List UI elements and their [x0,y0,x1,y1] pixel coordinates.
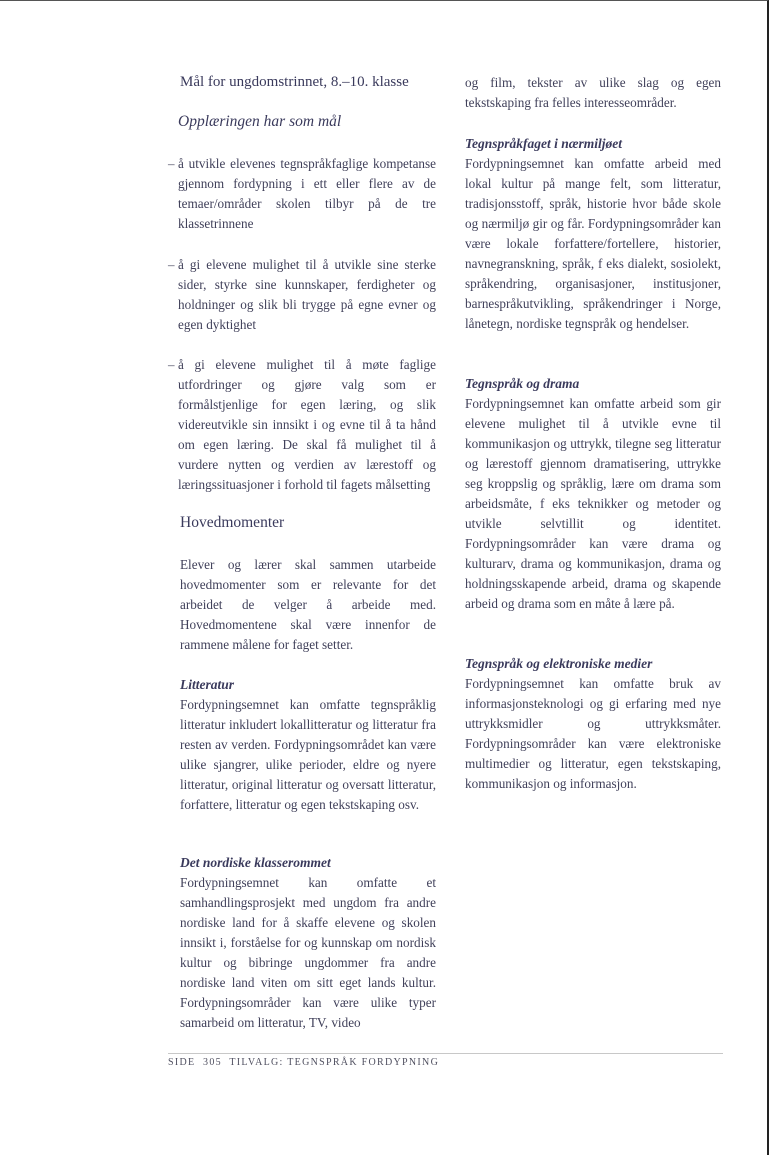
hovedmomenter-heading: Hovedmomenter [180,514,285,531]
goal-item-2 [168,255,436,335]
naermiljo-section [465,134,721,334]
medier-text: Fordypningsemnet kan omfatte bruk av informasjonsteknologi og gi erfaring med nye uttrykksmidler og uttrykksmåter. Fordypningsområder kan være elektroniske multimedier og litteratur, egen tekstskaping, kommunikasjon og informasjon. [465,676,721,791]
hovedmomenter-text: Elever og lærer skal sammen utarbeide hovedmomenter som er relevante for det arbeidet de velger å arbeide med. Hovedmomentene skal være innenfor de rammene målene for faget setter. [180,557,436,652]
goal-text: å gi elevene mulighet til å utvikle sine sterke sider, styrke sine kunnskaper, ferdigheter og holdninger og slik bli trygge på egne evner og egen dyktighet [178,257,436,332]
medier-heading: Tegnspråk og elektroniske medier [465,656,653,671]
drama-heading: Tegnspråk og drama [465,376,580,391]
naermiljo-heading: Tegnspråkfaget i nærmiljøet [465,136,623,151]
litteratur-heading: Litteratur [180,677,235,692]
continuation-section [465,73,721,113]
page-footer [168,1053,723,1068]
hovedmomenter-section [180,555,436,655]
naermiljo-text: Fordypningsemnet kan omfatte arbeid med lokal kultur på mange felt, som litteratur, tradisjonsstoff, språk, historie hvor både skole og nærmiljø gir og får. Fordypningsområder kan være lokale forfattere/fortellere, historier, navnegranskning, språk, f eks dialekt, sosiolekt, språkendring, organisasjoner, institusjoner, barnespråkutvikling, språkendringer i Norge, lånetegn, nordiske tegnspråk og hendelser. [465,156,721,331]
goal-text: å utvikle elevenes tegnspråkfaglige kompetanse gjennom fordypning i ett eller flere av de temaer/områder skolen tilbyr på de tre klassetrinnene [178,156,436,231]
goals-subtitle: Opplæringen har som mål [178,113,342,130]
drama-text: Fordypningsemnet kan omfatte arbeid som gir elevene mulighet til å utvikle evne til kommunikasjon og uttrykk, tilegne seg litteratur og lærestoff gjennom dramatisering, uttrykke seg kroppslig og språklig, lære om drama som arbeidsmåte, f eks teknikker og metoder og utvikle selvtillit og identitet. Fordypningsområder kan være drama og kulturarv, drama og kommunikasjon, drama og holdningsskapende arbeid, drama og skapende arbeid og drama som en måte å lære på. [465,396,721,611]
dash-marker: – [168,257,175,272]
medier-section [465,654,721,794]
dash-marker: – [168,156,175,171]
litteratur-section [180,675,436,815]
litteratur-text: Fordypningsemnet kan omfatte tegnspråklig litteratur inkludert lokallitteratur og litteratur fra resten av verden. Fordypningsområdet kan være ulike sjangrer, ulike perioder, eldre og nyere litteratur, original litteratur og oversatt litteratur, forfattere, litteratur og egen tekstskaping osv. [180,697,436,812]
goal-item-3 [168,355,436,495]
nordiske-section [180,853,436,1033]
goal-text: å gi elevene mulighet til å møte faglige utfordringer og gjøre valg som er formålstjenlige for egen læring, og slik videreutvikle sin innsikt i og evne til å ta hånd om egen læring. De skal få mulighet til å vurdere nytten og verdien av lærestoff og læringssituasjoner i forhold til fagets målsetting [178,357,436,492]
drama-section [465,374,721,614]
footer-text: SIDE 305 TILVALG: TEGNSPRÅK FORDYPNING [168,1057,440,1068]
continuation-text: og film, tekster av ulike slag og egen tekstskaping fra felles interesseområder. [465,75,721,110]
page-title: Mål for ungdomstrinnet, 8.–10. klasse [180,74,409,90]
nordiske-heading: Det nordiske klasserommet [180,855,331,870]
dash-marker: – [168,357,175,372]
goal-item-1 [168,154,436,234]
nordiske-text: Fordypningsemnet kan omfatte et samhandlingsprosjekt med ungdom fra andre nordiske land for å skaffe elevene og skolen innsikt i, forståelse for og kunnskap om nordisk kultur og bibringe ungdommer fra andre nordiske land viten om sitt eget lands kultur. Fordypningsområder kan være ulike typer samarbeid om litteratur, TV, video [180,875,436,1030]
